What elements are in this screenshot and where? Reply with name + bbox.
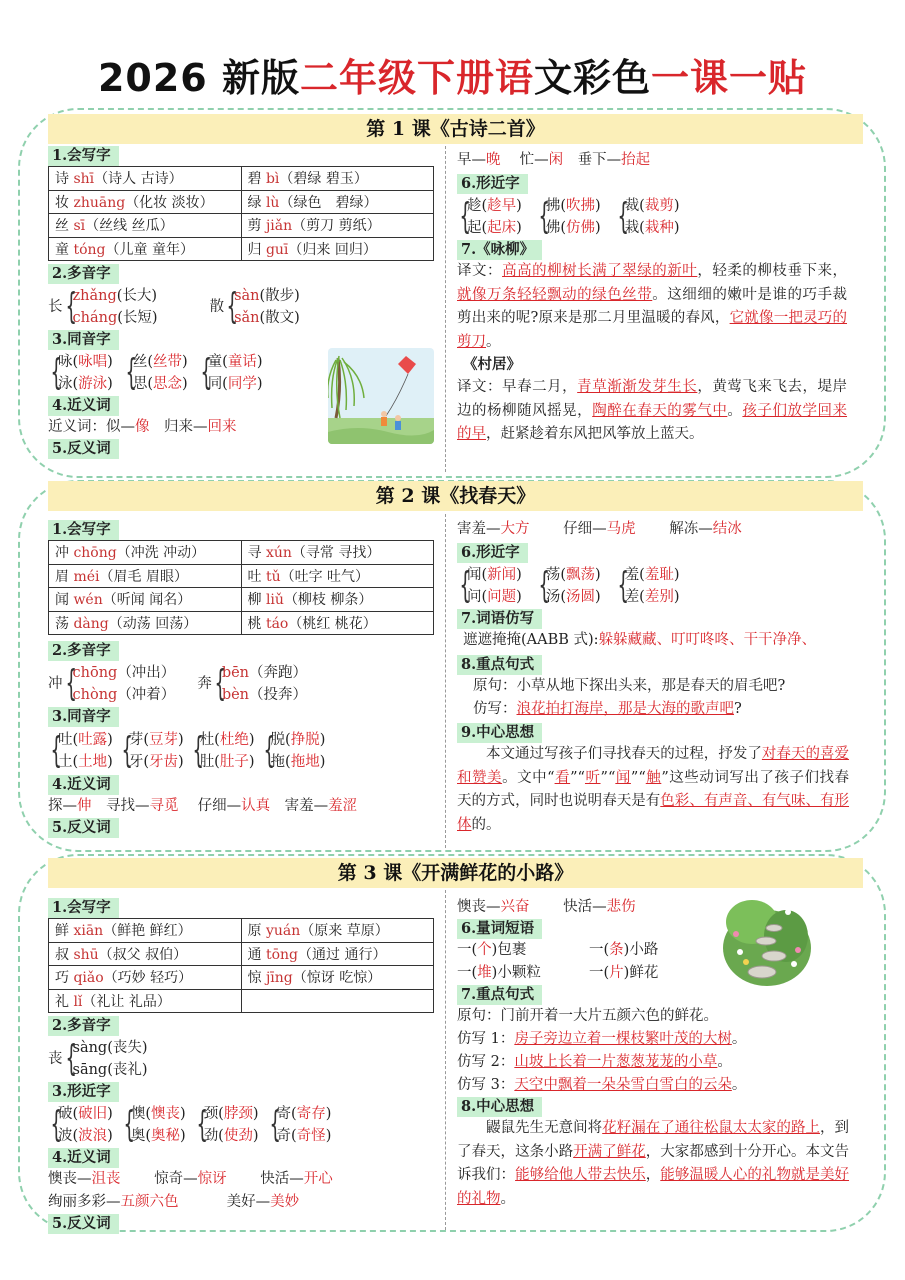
main-idea: 鼹鼠先生无意间将花籽漏在了通往松鼠太太家的路上，到了春天，这条小路开满了鲜花，大家都感到十分开心。本文告诉我们：能够给他人带去快乐，能够温暖人心的礼物就是美好的礼物。 bbox=[457, 1120, 850, 1207]
section-heading: 7.词语仿写 bbox=[457, 609, 542, 629]
table-cell: 桃 táo（桃红 桃花） bbox=[241, 611, 434, 635]
original-sentence: 原句：小草从地下探出头来，那是春天的眉毛吧? bbox=[473, 678, 786, 694]
brace-icon: { bbox=[459, 565, 471, 606]
lesson-3-left bbox=[48, 898, 438, 1234]
polyphone-row: 长 { zhǎng(长大) cháng(长短) 散 { sàn(散步) sǎn(散文) bbox=[48, 286, 300, 327]
brace-icon: { bbox=[459, 196, 471, 237]
brace-icon: { bbox=[65, 1038, 77, 1079]
brace-icon: { bbox=[192, 730, 204, 771]
table-cell: 礼 lǐ（礼让 礼品） bbox=[49, 989, 242, 1013]
homophone-row: { 吐(吐露) 土(土地) { 芽(豆芽) 牙(牙齿) { 杜(杜绝) 肚(肚子) { 脱(挣脱) 拖(拖地) bbox=[50, 730, 326, 771]
table-cell: 吐 tǔ（吐字 吐气） bbox=[241, 564, 434, 588]
table-row bbox=[49, 611, 434, 635]
brace-icon: { bbox=[269, 1104, 281, 1145]
lesson-2-right bbox=[457, 518, 849, 837]
brace-icon: { bbox=[50, 730, 62, 771]
section-heading: 8.重点句式 bbox=[457, 655, 542, 675]
brace-icon: { bbox=[214, 663, 226, 704]
section-heading: 6.形近字 bbox=[457, 174, 528, 194]
table-row bbox=[49, 919, 434, 943]
synonym-row: 绚丽多彩—五颜六色 美好—美妙 bbox=[48, 1194, 300, 1210]
section-heading: 2.多音字 bbox=[48, 264, 119, 284]
brace-icon: { bbox=[50, 352, 62, 393]
imitation-sentence: 仿写 1：房子旁边立着一棵枝繁叶茂的大树。 bbox=[457, 1031, 747, 1047]
table-cell bbox=[241, 989, 434, 1013]
section-heading: 1.会写字 bbox=[48, 520, 119, 540]
section-heading: 6.量词短语 bbox=[457, 919, 542, 939]
lesson-1-right bbox=[457, 150, 847, 447]
lesson-2-divider bbox=[445, 514, 446, 848]
brace-icon: { bbox=[196, 1104, 208, 1145]
brace-icon: { bbox=[538, 565, 550, 606]
synonym-row: 探—伸 寻找—寻觅 仔细—认真 害羞—羞涩 bbox=[48, 798, 358, 814]
table-row bbox=[49, 942, 434, 966]
section-heading: 3.同音字 bbox=[48, 707, 119, 727]
brace-icon: { bbox=[65, 286, 77, 327]
table-cell: 冲 chōng（冲洗 冲动） bbox=[49, 541, 242, 565]
table-row bbox=[49, 541, 434, 565]
table-cell: 丝 sī（丝线 丝瓜） bbox=[49, 214, 242, 238]
lesson-2-banner: 第 2 课《找春天》 bbox=[48, 481, 863, 511]
brace-icon: { bbox=[200, 352, 212, 393]
write-chars-table bbox=[48, 540, 434, 635]
table-row bbox=[49, 989, 434, 1013]
section-heading: 4.近义词 bbox=[48, 396, 119, 416]
table-cell: 童 tóng（儿童 童年） bbox=[49, 237, 242, 261]
section-heading: 1.会写字 bbox=[48, 146, 119, 166]
main-idea: 本文通过写孩子们寻找春天的过程，抒发了对春天的喜爱和赞美。文中“看”“听”“闻”“触”这些动词写出了孩子们找春天的方式，同时也说明春天是有色彩、有声音、有气味、有形体的。 bbox=[457, 746, 850, 833]
brace-icon: { bbox=[121, 730, 133, 771]
brace-icon: { bbox=[617, 565, 629, 606]
page-title: 2026 新版二年级下册语文彩色一课一贴 bbox=[97, 56, 808, 100]
table-cell: 惊 jīng（惊讶 吃惊） bbox=[241, 966, 434, 990]
table-row bbox=[49, 214, 434, 238]
brace-icon: { bbox=[538, 196, 550, 237]
table-cell: 原 yuán（原来 草原） bbox=[241, 919, 434, 943]
table-cell: 诗 shī（诗人 古诗） bbox=[49, 167, 242, 191]
section-heading: 3.同音字 bbox=[48, 330, 119, 350]
imitation-sentence: 仿写 2：山坡上长着一片葱葱茏茏的小草。 bbox=[457, 1054, 732, 1070]
similar-chars-row: { 闻(新闻) 问(问题) { 荡(飘荡) 汤(汤圆) { 羞(羞耻) 差(差别) bbox=[459, 565, 680, 606]
section-heading: 5.反义词 bbox=[48, 1214, 119, 1234]
table-cell: 鲜 xiān（鲜艳 鲜红） bbox=[49, 919, 242, 943]
table-cell: 眉 méi（眉毛 眉眼） bbox=[49, 564, 242, 588]
section-heading: 8.中心思想 bbox=[457, 1097, 542, 1117]
table-row bbox=[49, 237, 434, 261]
lesson-1-divider bbox=[445, 146, 446, 472]
brace-icon: { bbox=[263, 730, 275, 771]
section-heading: 6.形近字 bbox=[457, 543, 528, 563]
similar-chars-row: { 趁(趁早) 起(起床) { 拂(吹拂) 佛(仿佛) { 裁(裁剪) 栽(栽种) bbox=[459, 196, 680, 237]
section-heading: 3.形近字 bbox=[48, 1082, 119, 1102]
section-heading: 7.《咏柳》 bbox=[457, 240, 542, 260]
homophone-row: { 咏(咏唱) 泳(游泳) { 丝(丝带) 思(思念) { 童(童话) 同(同学) bbox=[50, 352, 263, 393]
lesson-2-left bbox=[48, 520, 438, 838]
table-cell: 巧 qiǎo（巧妙 轻巧） bbox=[49, 966, 242, 990]
table-cell: 闻 wén（听闻 闻名） bbox=[49, 588, 242, 612]
kite-willow-illustration bbox=[328, 348, 434, 444]
lesson-3-banner: 第 3 课《开满鲜花的小路》 bbox=[48, 858, 863, 888]
synonym-row: 懊丧—沮丧 惊奇—惊讶 快活—开心 bbox=[48, 1171, 333, 1187]
table-cell: 叔 shū（叔父 叔伯） bbox=[49, 942, 242, 966]
brace-icon: { bbox=[50, 1104, 62, 1145]
poem-translation-cunju: 译文：早春二月，青草渐渐发芽生长，黄莺飞来飞去，堤岸边的杨柳随风摇晃，陶醉在春天的雾气中。孩子们放学回来的早，赶紧趁着东风把风筝放上蓝天。 bbox=[457, 379, 848, 442]
table-row bbox=[49, 588, 434, 612]
table-row bbox=[49, 564, 434, 588]
table-cell: 寻 xún（寻常 寻找） bbox=[241, 541, 434, 565]
original-sentence: 原句：门前开着一大片五颜六色的鲜花。 bbox=[457, 1008, 718, 1024]
table-cell: 妆 zhuāng（化妆 淡妆） bbox=[49, 190, 242, 214]
table-cell: 绿 lù（绿色 碧绿） bbox=[241, 190, 434, 214]
similar-chars-row: { 破(破旧) 波(波浪) { 懊(懊丧) 奥(奥秘) { 颈(脖颈) 劲(使劲) { 寄(寄存) 奇(奇怪) bbox=[50, 1104, 332, 1145]
write-chars-table bbox=[48, 166, 434, 261]
lesson-1-banner: 第 1 课《古诗二首》 bbox=[48, 114, 863, 144]
antonym-row: 早—晚 忙—闲 垂下—抬起 bbox=[457, 152, 651, 168]
table-row bbox=[49, 190, 434, 214]
antonym-row: 懊丧—兴奋 快活—悲伤 bbox=[457, 899, 636, 915]
section-heading: 5.反义词 bbox=[48, 818, 119, 838]
table-cell: 碧 bì（碧绿 碧玉） bbox=[241, 167, 434, 191]
table-row bbox=[49, 167, 434, 191]
measure-words-row: 一(个)包裹 一(条)小路 bbox=[457, 942, 659, 958]
section-heading: 9.中心思想 bbox=[457, 723, 542, 743]
imitation-sentence: 仿写 3：天空中飘着一朵朵雪白雪白的云朵。 bbox=[457, 1077, 747, 1093]
section-heading: 2.多音字 bbox=[48, 1016, 119, 1036]
poem-translation-yongliu: 译文：高高的柳树长满了翠绿的新叶，轻柔的柳枝垂下来，就像万条轻轻飘动的绿色丝带。这细细的嫩叶是谁的巧手裁剪出来的呢?原来是那二月里温暖的春风，它就像一把灵巧的剪刀。 bbox=[457, 263, 848, 350]
polyphone-row: 丧 { sàng(丧失) sāng(丧礼) bbox=[48, 1038, 148, 1079]
measure-words-row: 一(堆)小颗粒 一(片)鲜花 bbox=[457, 965, 659, 981]
write-chars-table bbox=[48, 918, 434, 1013]
brace-icon: { bbox=[617, 196, 629, 237]
section-heading: 1.会写字 bbox=[48, 898, 119, 918]
lesson-3-divider bbox=[445, 890, 446, 1230]
antonym-row: 害羞—大方 仔细—马虎 解冻—结冰 bbox=[457, 521, 742, 537]
synonym-row: 近义词：似—像 归来—回来 bbox=[48, 419, 237, 435]
section-heading: 4.近义词 bbox=[48, 775, 119, 795]
word-imitation: 遮遮掩掩(AABB 式):躲躲藏藏、叮叮咚咚、干干净净、 bbox=[463, 632, 817, 648]
polyphone-row: 冲 { chōng（冲出） chòng（冲着） 奔 { bēn（奔跑） bèn（投奔） bbox=[48, 663, 308, 704]
table-row bbox=[49, 966, 434, 990]
brace-icon: { bbox=[65, 663, 77, 704]
section-heading: 5.反义词 bbox=[48, 439, 119, 459]
imitation-sentence: 仿写：浪花拍打海岸，那是大海的歌声吧? bbox=[473, 701, 742, 717]
lesson-3-right bbox=[457, 896, 849, 1211]
section-heading: 2.多音字 bbox=[48, 641, 119, 661]
table-cell: 柳 liǔ（柳枝 柳条） bbox=[241, 588, 434, 612]
section-heading: 7.重点句式 bbox=[457, 985, 542, 1005]
brace-icon: { bbox=[123, 1104, 135, 1145]
table-cell: 剪 jiǎn（剪刀 剪纸） bbox=[241, 214, 434, 238]
table-cell: 荡 dàng（动荡 回荡） bbox=[49, 611, 242, 635]
poem-title-cunju: 《村居》 bbox=[463, 356, 521, 373]
table-cell: 通 tōng（通过 通行） bbox=[241, 942, 434, 966]
section-heading: 4.近义词 bbox=[48, 1148, 119, 1168]
brace-icon: { bbox=[125, 352, 137, 393]
brace-icon: { bbox=[226, 286, 239, 327]
table-cell: 归 guī（归来 回归） bbox=[241, 237, 434, 261]
